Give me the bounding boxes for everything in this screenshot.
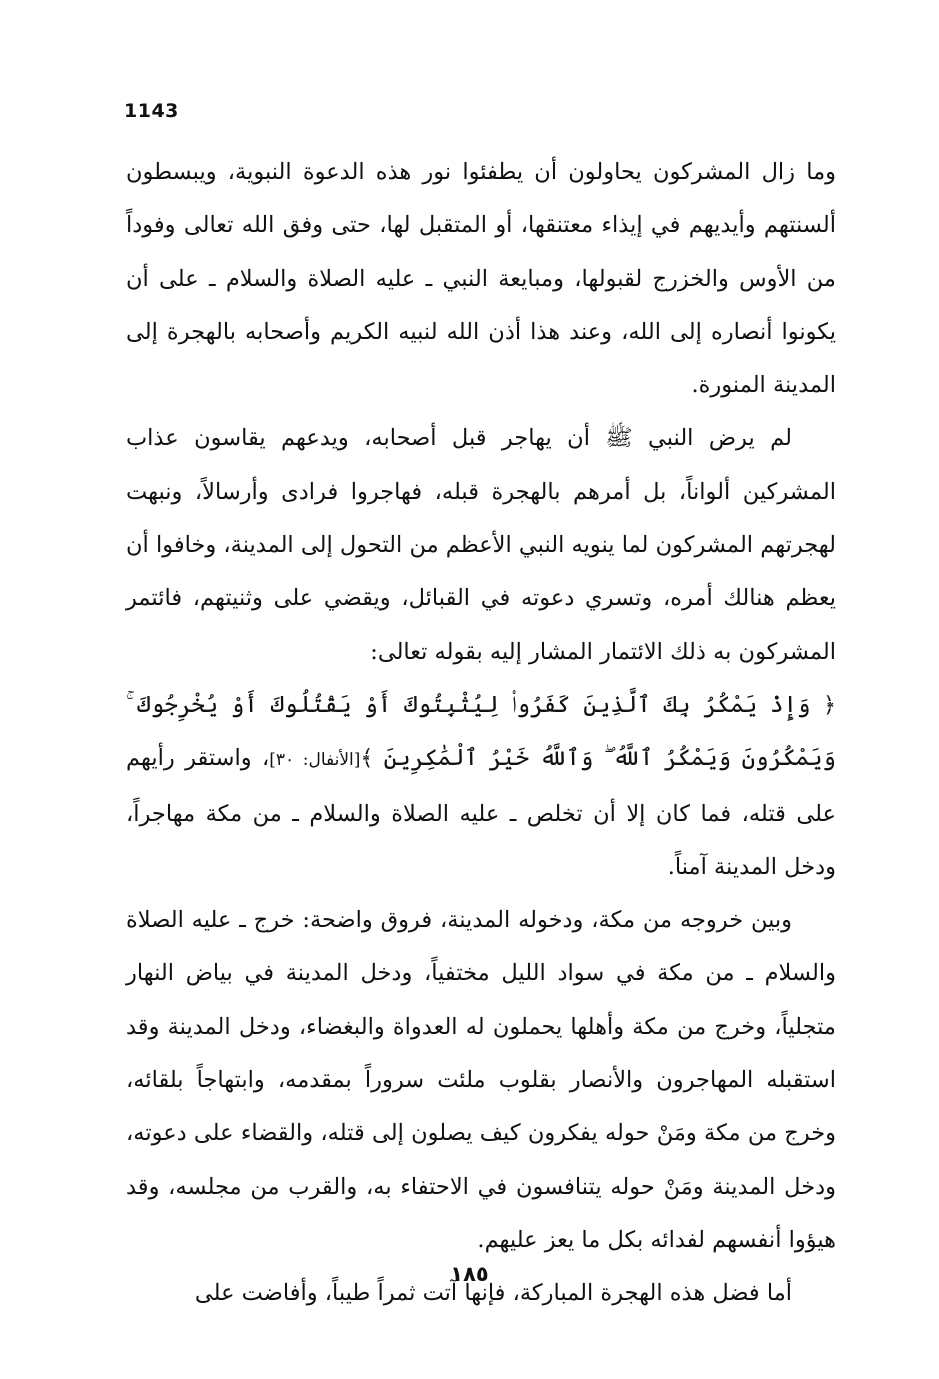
paragraph-1: وما زال المشركون يحاولون أن يطفئوا نور هذه الدعوة النبوية، ويبسطون ألسنتهم وأيديهم في إيذاء معتنقها، أو المتقبل لها، حتى وفق الله تعالى وفوداً من الأوس والخزرج لقبولها، ومبايعة النبي ـ عليه الصلاة والسلام ـ على أن يكونوا أنصاره إلى الله، وعند هذا أذن الله لنبيه الكريم وأصحابه بالهجرة إلى المدينة المنورة. <box>126 159 836 399</box>
header-page-number: 1143 <box>124 100 179 122</box>
footer-page-number: ١٨٥ <box>450 1262 489 1286</box>
verse-close-bracket: ﴾ <box>360 746 374 772</box>
verse-continuation: ، واستقر رأيهم على قتله، فما كان إلا أن تخلص ـ عليه الصلاة والسلام ـ من مكة مهاجراً، ودخل المدينة آمناً. <box>126 745 836 880</box>
paragraph-4: أما فضل هذه الهجرة المباركة، فإنها آتت ثمراً طيباً، وأفاضت على <box>194 1280 792 1307</box>
verse-paragraph <box>126 679 836 894</box>
body-text <box>126 146 836 1321</box>
paragraph-2: لم يرض النبي ﷺ أن يهاجر قبل أصحابه، ويدعهم يقاسون عذاب المشركين ألواناً، بل أمرهم بالهجرة قبله، فهاجروا فرادى وأرسالاً، ونبهت لهجرتهم المشركون لما ينويه النبي الأعظم من التحول إلى المدينة، وخافوا أن يعظم هنالك أمره، وتسري دعوته في القبائل، ويقضي على وثنيتهم، فائتمر المشركون به ذلك الائتمار المشار إليه بقوله تعالى: <box>126 425 836 665</box>
verse-open-bracket: ﴿ <box>823 692 837 718</box>
paragraph-3: وبين خروجه من مكة، ودخوله المدينة، فروق واضحة: خرج ـ عليه الصلاة والسلام ـ من مكة في سواد الليل مختفياً، ودخل المدينة في بياض النهار متجلياً، وخرج من مكة وأهلها يحملون له العدواة والبغضاء، ودخل المدينة وقد استقبله المهاجرون والأنصار بقلوب ملئت سروراً بمقدمه، وابتهاجاً بلقائه، وخرج من مكة ومَنْ حوله يفكرون كيف يصلون إلى قتله، والقضاء على دعوته، ودخل المدينة ومَنْ حوله يتنافسون في الاحتفاء به، والقرب من مجلسه، وقد هيؤوا أنفسهم لفدائه بكل ما يعز عليهم. <box>126 907 836 1253</box>
verse-reference: [الأنفال: ٣٠] <box>269 750 361 771</box>
quran-verse: وَإِذْ يَمْكُرُ بِكَ ٱلَّذِينَ كَفَرُوا۟ لِيُثْبِتُوكَ أَوْ يَقْتُلُوكَ أَوْ يُخْرِجُوكَ ۚ وَيَمْكُرُونَ وَيَمْكُرُ ٱللَّهُ ۖ وَٱللَّهُ خَيْرُ ٱلْمَٰكِرِينَ <box>126 691 836 772</box>
